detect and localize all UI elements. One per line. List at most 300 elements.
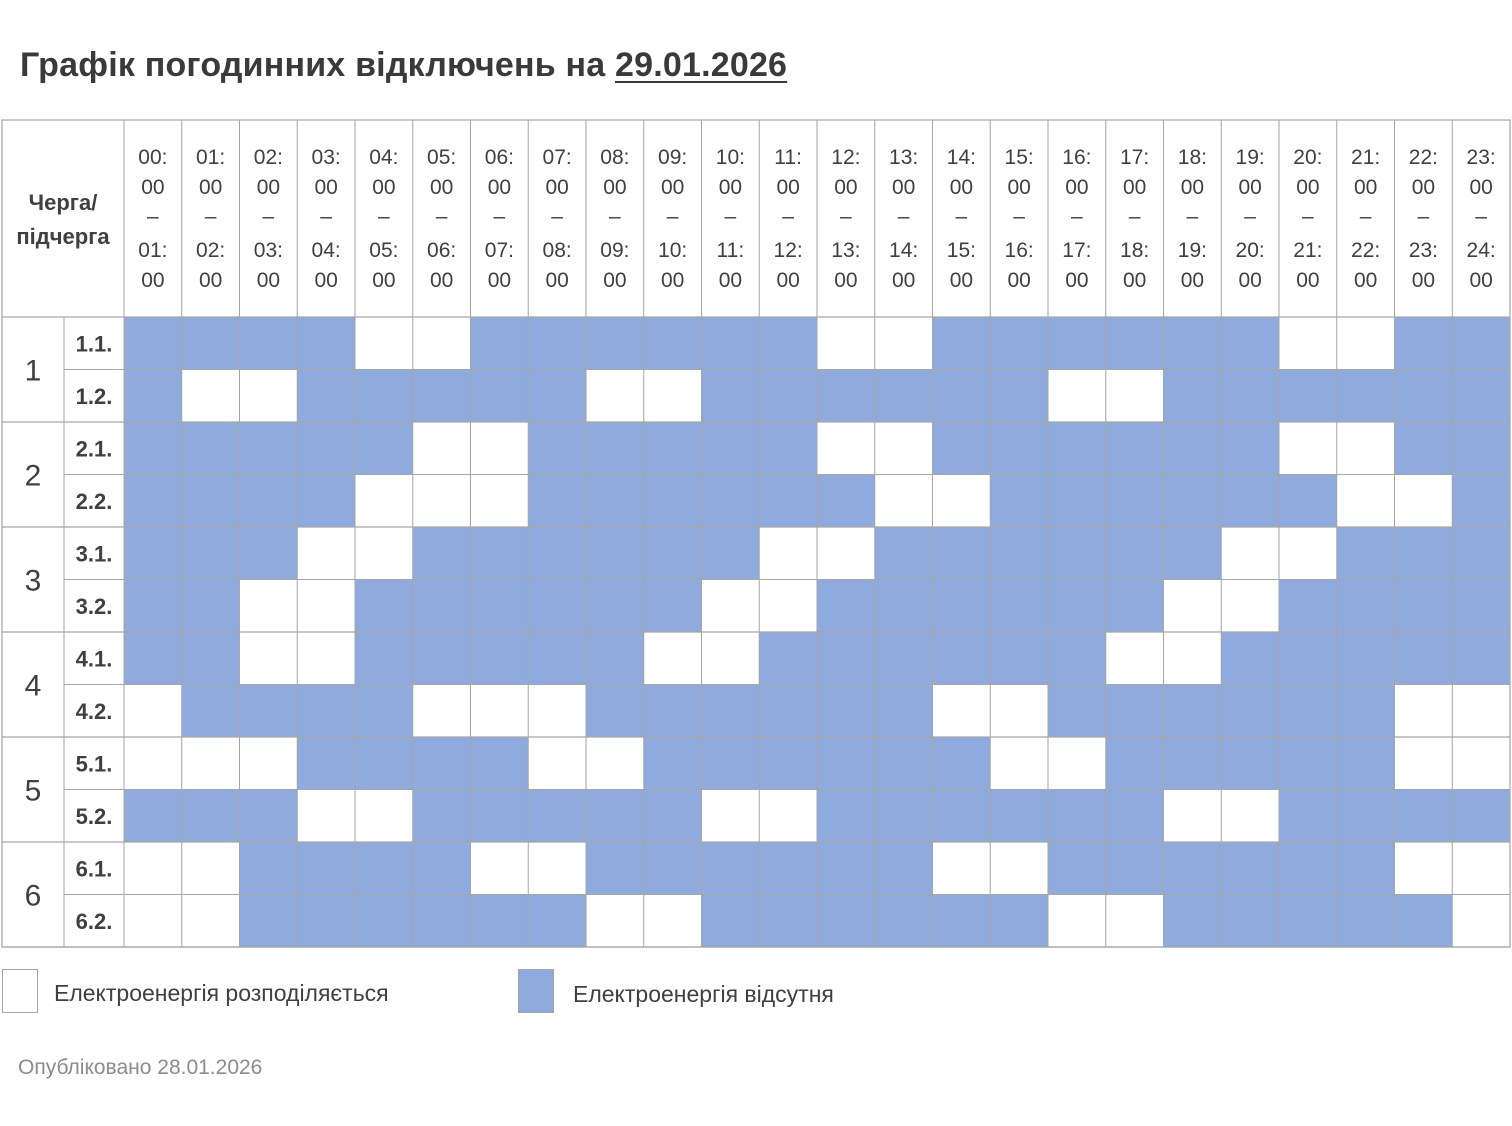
hour-header-label: 00	[776, 176, 800, 199]
hour-header-label: 00	[1296, 176, 1320, 199]
schedule-cell	[817, 317, 875, 370]
hour-header-label: –	[551, 205, 563, 228]
hour-header-label: 01:	[138, 239, 168, 262]
hour-header-label: 15:	[1004, 146, 1034, 169]
schedule-cell	[182, 685, 240, 738]
schedule-cell	[1337, 580, 1395, 633]
schedule-cell	[355, 422, 413, 475]
schedule-cell	[933, 422, 991, 475]
schedule-cell	[297, 580, 355, 633]
schedule-cell	[933, 790, 991, 843]
schedule-cell	[528, 580, 586, 633]
schedule-cell	[586, 737, 644, 790]
hour-header-label: 00	[949, 269, 974, 292]
schedule-cell	[182, 317, 240, 370]
hour-header-label: –	[262, 205, 275, 228]
schedule-cell	[297, 737, 355, 790]
schedule-cell	[471, 737, 529, 790]
schedule-cell	[528, 475, 586, 528]
schedule-cell	[413, 527, 471, 580]
hour-header-label: –	[1013, 205, 1025, 228]
schedule-cell	[1337, 895, 1395, 948]
schedule-cell	[1048, 842, 1106, 895]
schedule-cell	[1164, 842, 1222, 895]
schedule-cell	[1337, 370, 1395, 423]
schedule-cell	[1106, 790, 1164, 843]
schedule-cell	[124, 685, 182, 738]
schedule-cell	[182, 475, 240, 528]
schedule-cell	[586, 842, 644, 895]
hour-header-label: 08:	[600, 146, 630, 169]
hour-header-label: 00	[141, 176, 165, 199]
schedule-cell	[124, 737, 182, 790]
schedule-cell	[471, 895, 529, 948]
schedule-cell	[817, 790, 875, 843]
subqueue-label: 1.2.	[75, 383, 113, 409]
schedule-cell	[1164, 370, 1222, 423]
hour-header-label: 00	[545, 269, 569, 292]
legend-off-swatch	[518, 969, 554, 1013]
schedule-cell	[1106, 632, 1164, 685]
hour-header-label: 00	[1180, 269, 1205, 292]
hour-header-label: 06:	[484, 146, 514, 169]
schedule-cell	[702, 580, 760, 633]
schedule-cell	[1452, 790, 1510, 843]
hour-header-label: –	[609, 205, 621, 228]
schedule-cell	[1048, 895, 1106, 948]
schedule-cell	[817, 737, 875, 790]
schedule-cell	[1106, 317, 1164, 370]
hour-header-label: 13:	[831, 239, 861, 262]
schedule-cell	[1279, 737, 1337, 790]
schedule-cell	[1048, 790, 1106, 843]
schedule-cell	[471, 370, 529, 423]
hour-header-label: 03:	[311, 146, 341, 169]
hour-header-label: 00	[487, 176, 512, 199]
schedule-cell	[528, 422, 586, 475]
hour-header-label: 16:	[1004, 239, 1034, 262]
hour-header-label: 11:	[774, 146, 802, 169]
hour-header-label: 00	[1238, 269, 1262, 292]
hour-header-label: 00	[603, 176, 627, 199]
schedule-cell	[1279, 527, 1337, 580]
schedule-cell	[1221, 475, 1279, 528]
schedule-cell	[1452, 580, 1510, 633]
hour-header-label: 00	[891, 176, 916, 199]
schedule-cell	[933, 580, 991, 633]
hour-header-label: 08:	[542, 239, 572, 262]
hour-header-label: 00	[1065, 269, 1089, 292]
schedule-cell	[817, 580, 875, 633]
schedule-cell	[1221, 527, 1279, 580]
hour-header-label: 06:	[427, 239, 457, 262]
schedule-cell	[644, 895, 702, 948]
schedule-cell	[759, 632, 817, 685]
schedule-cell	[875, 317, 933, 370]
schedule-cell	[240, 790, 298, 843]
hour-header-label: 00	[718, 269, 743, 292]
hour-header-label: –	[1417, 205, 1430, 228]
schedule-cell	[528, 790, 586, 843]
schedule-cell	[933, 685, 991, 738]
legend-on-swatch	[2, 969, 38, 1013]
schedule-cell	[1048, 632, 1106, 685]
hour-header-label: 00	[429, 269, 454, 292]
schedule-cell	[471, 685, 529, 738]
hour-header-label: 12:	[773, 239, 803, 262]
schedule-cell	[759, 422, 817, 475]
hour-header-label: 05:	[427, 146, 457, 169]
schedule-cell	[586, 370, 644, 423]
schedule-cell	[124, 475, 182, 528]
schedule-cell	[124, 370, 182, 423]
schedule-cell	[528, 737, 586, 790]
hour-header-label: 00	[776, 269, 800, 292]
schedule-cell	[644, 685, 702, 738]
hour-header-label: 18:	[1177, 146, 1207, 169]
schedule-cell	[1106, 475, 1164, 528]
schedule-cell	[817, 842, 875, 895]
schedule-cell	[644, 790, 702, 843]
schedule-cell	[817, 685, 875, 738]
schedule-cell	[1048, 527, 1106, 580]
schedule-cell	[1106, 895, 1164, 948]
schedule-cell	[471, 842, 529, 895]
schedule-cell	[413, 370, 471, 423]
schedule-cell	[702, 790, 760, 843]
schedule-cell	[817, 895, 875, 948]
schedule-cell	[1279, 842, 1337, 895]
hour-header-label: 00	[1469, 269, 1493, 292]
hour-header-label: 00:	[138, 146, 168, 169]
schedule-cell	[1106, 842, 1164, 895]
schedule-cell	[355, 737, 413, 790]
schedule-cell	[759, 580, 817, 633]
schedule-cell	[1164, 685, 1222, 738]
schedule-cell	[702, 317, 760, 370]
hour-header-label: 13:	[889, 146, 919, 169]
schedule-cell	[413, 632, 471, 685]
schedule-cell	[297, 317, 355, 370]
hour-header-label: 00	[660, 176, 685, 199]
hour-header-label: 00	[429, 176, 454, 199]
schedule-cell	[528, 317, 586, 370]
schedule-cell	[1395, 632, 1453, 685]
schedule-cell	[1395, 317, 1453, 370]
schedule-cell	[1395, 790, 1453, 843]
schedule-cell	[297, 422, 355, 475]
hour-header-label: –	[955, 205, 968, 228]
schedule-cell	[702, 422, 760, 475]
schedule-cell	[990, 317, 1048, 370]
schedule-cell	[933, 842, 991, 895]
hour-header-label: 00	[1238, 176, 1262, 199]
hour-header-label: –	[724, 205, 737, 228]
schedule-cell	[1048, 475, 1106, 528]
hour-header-label: –	[1071, 205, 1083, 228]
schedule-cell	[1452, 422, 1510, 475]
schedule-cell	[1279, 475, 1337, 528]
schedule-cell	[1279, 632, 1337, 685]
schedule-cell	[990, 842, 1048, 895]
hour-header-label: –	[378, 205, 390, 228]
schedule-cell	[644, 842, 702, 895]
hour-header-label: 00	[487, 269, 512, 292]
schedule-cell	[586, 475, 644, 528]
hour-header-label: –	[782, 205, 794, 228]
schedule-cell	[355, 790, 413, 843]
schedule-cell	[759, 895, 817, 948]
hour-header-label: –	[204, 205, 217, 228]
hour-header-label: 09:	[600, 239, 630, 262]
schedule-cell	[1279, 422, 1337, 475]
hour-header-label: –	[1302, 205, 1314, 228]
hour-header-label: 16:	[1062, 146, 1092, 169]
hour-header-label: –	[493, 205, 506, 228]
schedule-cell	[240, 580, 298, 633]
schedule-cell	[1279, 370, 1337, 423]
schedule-cell	[413, 475, 471, 528]
queue-label: 4	[24, 669, 42, 703]
schedule-cell	[759, 527, 817, 580]
schedule-cell	[759, 790, 817, 843]
schedule-cell	[355, 317, 413, 370]
hour-header-label: 03:	[253, 239, 283, 262]
subqueue-label: 6.1.	[75, 856, 113, 882]
schedule-cell	[702, 370, 760, 423]
schedule-cell	[817, 527, 875, 580]
schedule-cell	[1106, 370, 1164, 423]
schedule-cell	[413, 422, 471, 475]
schedule-cell	[471, 632, 529, 685]
schedule-cell	[586, 895, 644, 948]
schedule-cell	[297, 632, 355, 685]
hour-header-label: –	[666, 205, 679, 228]
schedule-cell	[1452, 475, 1510, 528]
queue-label: 1	[24, 354, 42, 388]
schedule-cell	[990, 790, 1048, 843]
schedule-cell	[1395, 842, 1453, 895]
schedule-cell	[1279, 790, 1337, 843]
schedule-cell	[1106, 685, 1164, 738]
schedule-cell	[528, 842, 586, 895]
schedule-cell	[875, 737, 933, 790]
schedule-cell	[471, 527, 529, 580]
schedule-cell	[1337, 842, 1395, 895]
schedule-cell	[990, 685, 1048, 738]
schedule-cell	[1452, 527, 1510, 580]
hour-header-label: 12:	[831, 146, 861, 169]
schedule-cell	[355, 527, 413, 580]
hour-header-label: 05:	[369, 239, 399, 262]
schedule-cell	[297, 527, 355, 580]
hour-header-label: –	[840, 205, 852, 228]
schedule-cell	[702, 737, 760, 790]
schedule-cell	[1164, 632, 1222, 685]
schedule-cell	[990, 422, 1048, 475]
schedule-cell	[1221, 632, 1279, 685]
schedule-cell	[702, 527, 760, 580]
schedule-cell	[933, 317, 991, 370]
schedule-cell	[1221, 370, 1279, 423]
hour-header-label: –	[1128, 205, 1141, 228]
schedule-cell	[990, 632, 1048, 685]
hour-header-label: 07:	[484, 239, 514, 262]
subqueue-label: 5.2.	[75, 803, 113, 829]
schedule-cell	[875, 685, 933, 738]
schedule-cell	[413, 895, 471, 948]
schedule-cell	[817, 422, 875, 475]
hour-header-label: 22:	[1351, 239, 1381, 262]
schedule-cell	[1395, 475, 1453, 528]
queue-label: 6	[24, 879, 42, 913]
hour-header-label: 23:	[1466, 146, 1496, 169]
schedule-cell	[933, 895, 991, 948]
schedule-cell	[586, 790, 644, 843]
schedule-cell	[1106, 737, 1164, 790]
schedule-cell	[759, 370, 817, 423]
schedule-cell	[528, 527, 586, 580]
hour-header-label: 00	[949, 176, 974, 199]
schedule-cell	[875, 842, 933, 895]
subqueue-label: 4.2.	[75, 698, 113, 724]
hour-header-label: –	[320, 205, 332, 228]
hour-header-label: 02:	[196, 239, 226, 262]
schedule-cell	[933, 475, 991, 528]
schedule-cell	[355, 475, 413, 528]
hour-header-label: 14:	[946, 146, 976, 169]
schedule-cell	[1164, 527, 1222, 580]
schedule-cell	[355, 685, 413, 738]
hour-header-label: –	[1359, 205, 1372, 228]
schedule-cell	[1164, 422, 1222, 475]
hour-header-label: 09:	[658, 146, 688, 169]
subqueue-label: 2.1.	[75, 436, 113, 462]
schedule-cell	[644, 370, 702, 423]
schedule-cell	[1337, 317, 1395, 370]
hour-header-label: 00	[1122, 176, 1147, 199]
hour-header-label: 00	[314, 269, 338, 292]
schedule-cell	[1048, 317, 1106, 370]
hour-header-label: –	[147, 205, 159, 228]
schedule-cell	[1164, 475, 1222, 528]
schedule-cell	[759, 317, 817, 370]
schedule-cell	[1221, 317, 1279, 370]
schedule-cell	[817, 632, 875, 685]
schedule-cell	[1106, 422, 1164, 475]
queue-label: 3	[24, 564, 42, 598]
hour-header-label: 00	[1180, 176, 1205, 199]
schedule-cell	[817, 370, 875, 423]
schedule-cell	[1452, 685, 1510, 738]
hour-header-label: 00	[256, 176, 281, 199]
schedule-cell	[1164, 737, 1222, 790]
schedule-cell	[1048, 580, 1106, 633]
hour-header-label: 02:	[253, 146, 283, 169]
schedule-cell	[240, 475, 298, 528]
schedule-cell	[990, 580, 1048, 633]
schedule-cell	[240, 685, 298, 738]
hour-header-label: 00	[1122, 269, 1147, 292]
schedule-cell	[297, 370, 355, 423]
schedule-cell	[990, 475, 1048, 528]
schedule-cell	[471, 317, 529, 370]
schedule-cell	[1395, 422, 1453, 475]
schedule-cell	[1106, 580, 1164, 633]
queue-label: 2	[24, 459, 42, 493]
subqueue-label: 6.2.	[75, 908, 113, 934]
schedule-cell	[1221, 895, 1279, 948]
subqueue-label: 2.2.	[75, 488, 113, 514]
schedule-cell	[471, 422, 529, 475]
schedule-cell	[182, 580, 240, 633]
schedule-cell	[875, 422, 933, 475]
schedule-cell	[586, 632, 644, 685]
corner-label-line1: Черга/	[28, 190, 98, 215]
schedule-cell	[1452, 632, 1510, 685]
schedule-cell	[124, 842, 182, 895]
schedule-cell	[297, 685, 355, 738]
hour-header-label: 23:	[1408, 239, 1438, 262]
hour-header-label: 17:	[1120, 146, 1150, 169]
schedule-cell	[1279, 580, 1337, 633]
hour-header-label: 04:	[311, 239, 341, 262]
schedule-cell	[702, 685, 760, 738]
schedule-cell	[1337, 737, 1395, 790]
schedule-cell	[413, 685, 471, 738]
schedule-cell	[528, 370, 586, 423]
corner-label-line2: підчерга	[16, 224, 110, 249]
schedule-cell	[1048, 737, 1106, 790]
hour-header-label: 00	[834, 269, 858, 292]
schedule-cell	[644, 580, 702, 633]
schedule-cell	[297, 842, 355, 895]
hour-header-label: 17:	[1062, 239, 1092, 262]
hour-header-label: 00	[314, 176, 338, 199]
schedule-cell	[817, 475, 875, 528]
schedule-cell	[1395, 580, 1453, 633]
schedule-cell	[182, 842, 240, 895]
hour-header-label: 04:	[369, 146, 399, 169]
queue-label: 5	[24, 774, 42, 808]
schedule-cell	[1279, 317, 1337, 370]
schedule-cell	[759, 737, 817, 790]
hour-header-label: 19:	[1235, 146, 1265, 169]
schedule-cell	[240, 370, 298, 423]
schedule-cell	[1164, 317, 1222, 370]
schedule-cell	[586, 527, 644, 580]
schedule-cell	[413, 790, 471, 843]
schedule-cell	[644, 737, 702, 790]
schedule-cell	[1221, 842, 1279, 895]
schedule-cell	[1048, 370, 1106, 423]
hour-header-label: 00	[1007, 269, 1031, 292]
hour-header-label: 00	[660, 269, 685, 292]
schedule-cell	[124, 790, 182, 843]
schedule-cell	[1452, 895, 1510, 948]
schedule-cell	[1221, 790, 1279, 843]
schedule-cell	[240, 422, 298, 475]
hour-header-label: –	[897, 205, 910, 228]
schedule-cell	[1221, 737, 1279, 790]
schedule-cell	[1337, 685, 1395, 738]
published-date: Опубліковано 28.01.2026	[18, 1056, 263, 1079]
subqueue-label: 3.1.	[75, 541, 113, 567]
schedule-cell	[355, 580, 413, 633]
schedule-cell	[759, 842, 817, 895]
schedule-cell	[586, 685, 644, 738]
schedule-cell	[297, 790, 355, 843]
